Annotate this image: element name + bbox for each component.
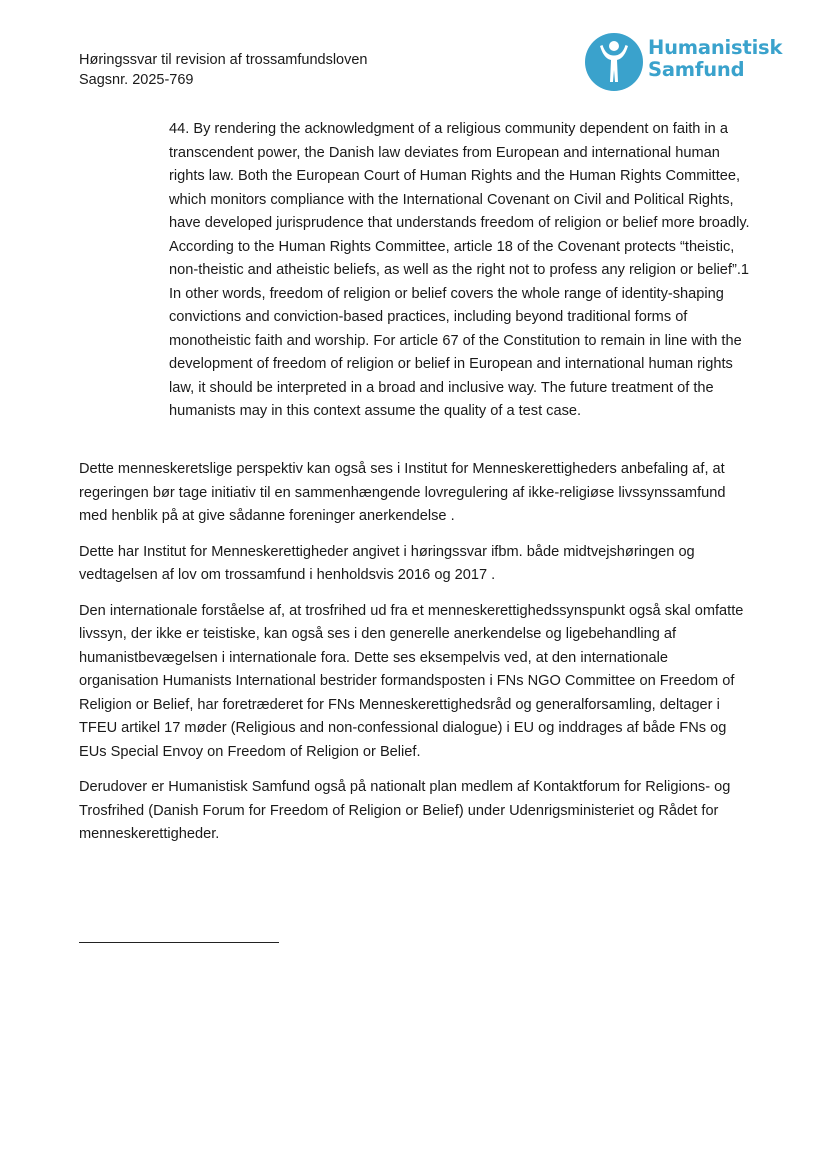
humanist-figure-icon [584,32,644,92]
body-text [79,458,751,859]
logo-wordmark [648,37,782,81]
case-number: Sagsnr. 2025-769 [79,72,194,88]
paragraph: Derudover er Humanistisk Samfund også på nationalt plan medlem af Kontaktforum for Religions- og Trosfrihed (Danish Forum for Freedom of Religion or Belief) under Udenrigsministeriet og Rådet for menneskerettigheder. [79,779,731,842]
logo-line-2: Samfund [648,58,745,81]
paragraph: Dette har Institut for Menneskerettigheder angivet i høringssvar ifbm. både midtvejshøringen og vedtagelsen af lov om trossamfund i henholdsvis 2016 og 2017 . [79,543,695,583]
header-title: Høringssvar til revision af trossamfundsloven [79,52,368,68]
footnote-separator [79,942,279,943]
quoted-paragraph: 44. By rendering the acknowledgment of a religious community dependent on faith in a transcendent power, the Danish law deviates from European and international human rights law. Both the European Court of Human Rights and the Human Rights Committee, which monitors compliance with the International Covenant on Civil and Political Rights, have developed jurisprudence that understands freedom of religion or belief more broadly. According to the Human Rights Committee, article 18 of the Covenant protects “theistic, non-theistic and atheistic beliefs, as well as the right not to profess any religion or belief”.1 In other words, freedom of religion or belief covers the whole range of identity-shaping convictions and conviction-based practices, including beyond traditional forms of monotheistic faith and worship. For article 67 of the Constitution to remain in line with the development of freedom of religion or belief in European and international human rights law, it should be interpreted in a broad and inclusive way. The future treatment of the humanists may in this context assume the quality of a test case. [169,121,750,419]
document-header [79,50,368,90]
logo-line-1: Humanistisk [648,36,783,59]
paragraph: Den internationale forståelse af, at trosfrihed ud fra et menneskerettighedssynspunkt også skal omfatte livssyn, der ikke er teistiske, kan også ses i den generelle anerkendelse og ligebehandling af humanistbevægelsen i internationale fora. Dette ses eksempelvis ved, at den internationale organisation Humanists International bestrider formandsposten i FNs NGO Committee on Freedom of Religion or Belief, har foretræderet for FNs Menneskerettighedsråd og generalforsamling, deltager i TFEU artikel 17 møder (Religious and non-confessional dialogue) i EU og inddrages af både FNs og EUs Special Envoy on Freedom of Religion or Belief. [79,602,744,760]
paragraph: Dette menneskeretslige perspektiv kan også ses i Institut for Menneskerettigheders anbefaling af, at regeringen bør tage initiativ til en sammenhængende lovregulering af ikke-religiøse livssynssamfund med henblik på at give sådanne foreninger anerkendelse . [79,461,726,524]
humanistisk-samfund-logo [584,32,784,92]
